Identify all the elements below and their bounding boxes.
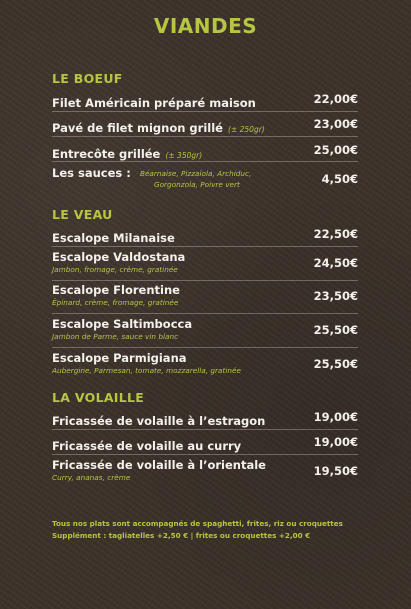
item-name: Escalope Saltimbocca xyxy=(52,317,193,331)
item-weight-note: (± 350gr) xyxy=(165,151,203,160)
footer-line: Tous nos plats sont accompagnés de spaghetti, frites, riz ou croquettes xyxy=(52,519,343,528)
divider xyxy=(52,246,358,247)
item-price: 19,00€ xyxy=(313,435,358,449)
item-description: Jambon de Parme, sauce vin blanc xyxy=(52,332,179,341)
item-name: Escalope Florentine xyxy=(52,283,180,297)
item-name: Les sauces : xyxy=(52,166,131,180)
menu-item xyxy=(52,92,358,111)
divider xyxy=(52,454,358,455)
divider xyxy=(52,136,358,137)
section-title-veau: LE VEAU xyxy=(52,207,113,222)
menu-item xyxy=(52,117,358,136)
page-title: VIANDES xyxy=(153,14,258,38)
item-description: Aubergine, Parmesan, tomate, mozzarella, gratinée xyxy=(52,366,242,375)
section-title-boeuf: LE BOEUF xyxy=(52,71,123,86)
item-price: 25,00€ xyxy=(313,143,358,157)
menu-item xyxy=(52,435,358,454)
item-name: Fricassée de volaille au curry xyxy=(52,439,242,453)
menu-item xyxy=(52,250,358,274)
item-description: Jambon, fromage, crème, gratinée xyxy=(52,265,178,274)
item-weight-note: (± 250gr) xyxy=(228,125,265,134)
sauce-list-line: Béarnaise, Pizzaïola, Archiduc, xyxy=(139,169,252,178)
item-price: 19,50€ xyxy=(313,464,358,478)
item-description: Curry, ananas, crème xyxy=(52,473,131,482)
divider xyxy=(52,111,358,112)
menu-item xyxy=(52,410,358,429)
item-description: Épinard, crème, fromage, gratinée xyxy=(52,298,179,307)
item-price: 24,50€ xyxy=(313,256,358,270)
item-name: Fricassée de volaille à l’estragon xyxy=(52,414,266,428)
item-name: Fricassée de volaille à l’orientale xyxy=(52,458,266,472)
sauce-list xyxy=(140,168,290,190)
item-price: 4,50€ xyxy=(321,172,358,186)
item-name: Escalope Parmigiana xyxy=(52,351,187,365)
divider xyxy=(52,161,358,162)
item-price: 23,00€ xyxy=(313,117,358,131)
menu-item xyxy=(52,317,358,341)
menu-item xyxy=(52,227,358,246)
menu-item xyxy=(52,283,358,307)
item-name: Entrecôte grillée xyxy=(52,147,161,161)
item-name: Escalope Valdostana xyxy=(52,250,186,264)
item-price: 22,00€ xyxy=(313,92,358,106)
menu-item xyxy=(52,458,358,482)
item-price: 23,50€ xyxy=(313,289,358,303)
item-name: Pavé de filet mignon grillé xyxy=(52,121,223,135)
menu-item xyxy=(52,351,358,375)
item-price: 25,50€ xyxy=(313,323,358,337)
divider xyxy=(52,313,358,314)
footer-line: Supplément : tagliatelles +2,50 € | frites ou croquettes +2,00 € xyxy=(52,531,311,540)
footer-note xyxy=(52,518,372,542)
divider xyxy=(52,429,358,430)
item-name: Escalope Milanaise xyxy=(52,231,175,245)
menu-item xyxy=(52,143,358,162)
item-price: 22,50€ xyxy=(313,227,358,241)
section-title-volaille: LA VOLAILLE xyxy=(52,390,145,405)
sauce-list-line: Gorgonzola, Poivre vert xyxy=(153,180,240,189)
item-name: Filet Américain préparé maison xyxy=(52,96,256,110)
divider xyxy=(52,347,358,348)
item-price: 25,50€ xyxy=(313,357,358,371)
divider xyxy=(52,280,358,281)
item-price: 19,00€ xyxy=(313,410,358,424)
menu-item-sauces xyxy=(52,166,358,190)
